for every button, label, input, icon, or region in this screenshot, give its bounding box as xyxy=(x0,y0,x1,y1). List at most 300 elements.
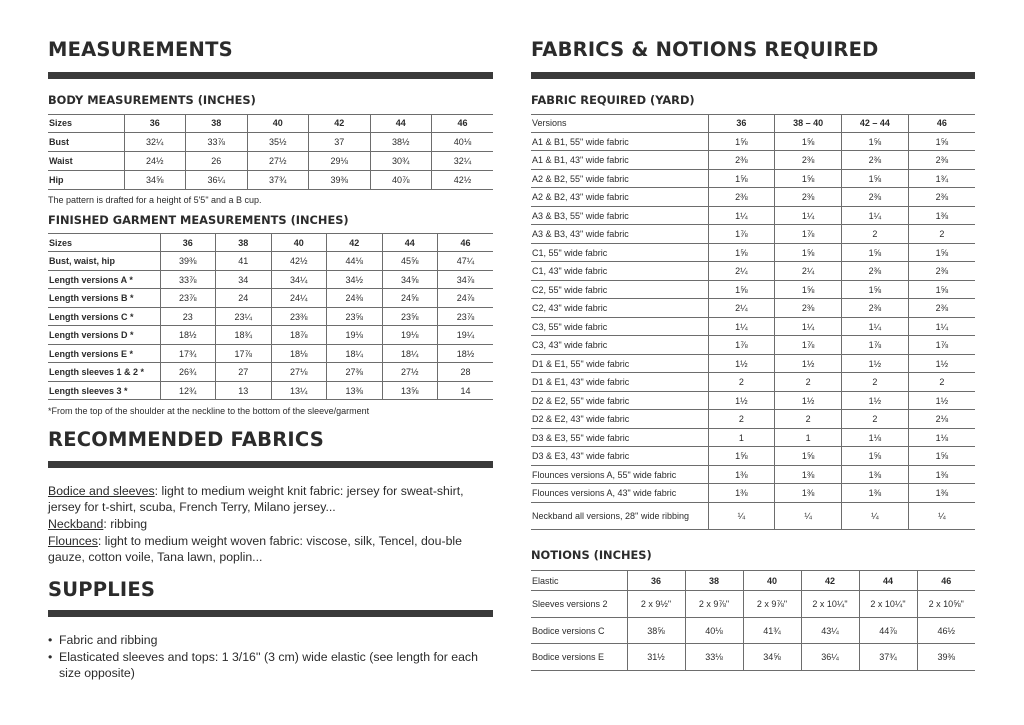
table-cell: ¼ xyxy=(775,502,842,529)
table-cell: 1⅜ xyxy=(842,484,909,503)
recommended-fabrics-text xyxy=(48,483,493,566)
right-column xyxy=(531,40,975,671)
table-cell: 1⅝ xyxy=(908,132,975,151)
table-header-row xyxy=(48,114,493,132)
table-cell: 23¼ xyxy=(216,307,272,326)
table-cell: 18¼ xyxy=(382,344,438,363)
size-header: 46 xyxy=(432,114,494,132)
table-row xyxy=(48,326,493,345)
table-cell: ¼ xyxy=(908,502,975,529)
row-label: Bodice versions C xyxy=(531,617,627,644)
row-label: Hip xyxy=(48,170,124,189)
table-cell: 2⅜ xyxy=(842,299,909,318)
table-cell: 1½ xyxy=(775,391,842,410)
table-cell: 43¼ xyxy=(801,617,859,644)
table-cell: 2 xyxy=(842,410,909,429)
notions-table xyxy=(531,570,975,671)
table-cell: 1⅝ xyxy=(775,447,842,466)
table-cell: 38½ xyxy=(370,132,432,151)
recommended-fabric-label: Flounces xyxy=(48,533,98,548)
row-label: Bust xyxy=(48,132,124,151)
table-row xyxy=(531,465,975,484)
notions-subtitle: NOTIONS (INCHES) xyxy=(531,547,652,562)
table-cell: 14 xyxy=(438,381,494,400)
table-row xyxy=(531,188,975,207)
finished-measurements-subtitle: FINISHED GARMENT MEASUREMENTS (INCHES) xyxy=(48,212,349,227)
table-header-row xyxy=(531,571,975,591)
table-row xyxy=(48,363,493,382)
table-cell: 18⅞ xyxy=(271,326,327,345)
table-row xyxy=(531,299,975,318)
table-cell: 1 xyxy=(775,428,842,447)
table-cell: 18¾ xyxy=(216,326,272,345)
table-cell: 27⅜ xyxy=(327,363,383,382)
table-row xyxy=(531,225,975,244)
table-cell: 37¾ xyxy=(247,170,309,189)
row-label: D2 & E2, 55" wide fabric xyxy=(531,391,708,410)
row-label: C2, 55" wide fabric xyxy=(531,280,708,299)
table-cell: 2 x 10¼" xyxy=(801,591,859,618)
size-header: 44 xyxy=(370,114,432,132)
row-label: Flounces versions A, 43" wide fabric xyxy=(531,484,708,503)
supply-item: • Elasticated sleeves and tops: 1 3/16'' (3 cm) wide elastic (see length for each size opposite) xyxy=(48,649,493,682)
table-cell: 34 xyxy=(216,270,272,289)
recommended-fabrics-title: RECOMMENDED FABRICS xyxy=(48,428,324,452)
row-label: Length versions E * xyxy=(48,344,160,363)
row-label: D1 & E1, 55" wide fabric xyxy=(531,354,708,373)
row-label: C3, 55" wide fabric xyxy=(531,317,708,336)
table-header-label: Sizes xyxy=(48,234,160,252)
row-label: Length versions C * xyxy=(48,307,160,326)
table-cell: 40⅛ xyxy=(432,132,494,151)
row-label: A2 & B2, 43" wide fabric xyxy=(531,188,708,207)
table-cell: 18½ xyxy=(160,326,216,345)
table-row xyxy=(531,410,975,429)
row-label: A1 & B1, 43" wide fabric xyxy=(531,151,708,170)
fabric-required-subtitle: FABRIC REQUIRED (YARD) xyxy=(531,92,695,107)
table-cell: 2⅜ xyxy=(708,188,775,207)
table-cell: 1⅜ xyxy=(908,484,975,503)
row-label: D1 & E1, 43" wide fabric xyxy=(531,373,708,392)
table-cell: 2⅜ xyxy=(775,188,842,207)
size-header: 44 xyxy=(382,234,438,252)
table-row xyxy=(531,391,975,410)
row-label: D3 & E3, 43" wide fabric xyxy=(531,447,708,466)
row-label: Length sleeves 3 * xyxy=(48,381,160,400)
table-cell: 2⅜ xyxy=(842,262,909,281)
table-cell: 1½ xyxy=(842,391,909,410)
section-rule xyxy=(48,72,493,79)
table-cell: 23⅝ xyxy=(382,307,438,326)
size-header: 38 xyxy=(685,571,743,591)
table-cell: 1⅝ xyxy=(775,280,842,299)
table-cell: 2 xyxy=(775,410,842,429)
table-cell: 13 xyxy=(216,381,272,400)
table-cell: 40⅛ xyxy=(685,617,743,644)
table-cell: 2 xyxy=(708,410,775,429)
table-row xyxy=(531,336,975,355)
table-cell: 1¼ xyxy=(842,206,909,225)
table-cell: 2⅜ xyxy=(842,188,909,207)
size-header: 42 xyxy=(801,571,859,591)
table-cell: 1½ xyxy=(708,391,775,410)
table-cell: 33⅛ xyxy=(685,644,743,671)
size-header: 40 xyxy=(743,571,801,591)
table-header-row xyxy=(48,234,493,252)
supply-item: • Fabric and ribbing xyxy=(48,632,493,649)
notions-rows xyxy=(531,571,975,671)
table-cell: 1⅝ xyxy=(708,132,775,151)
table-cell: 1½ xyxy=(708,354,775,373)
table-cell: 1½ xyxy=(908,354,975,373)
table-row xyxy=(531,262,975,281)
table-cell: 1⅛ xyxy=(908,428,975,447)
table-row xyxy=(48,307,493,326)
table-cell: 30¾ xyxy=(370,151,432,170)
table-cell: 2 x 9⅞" xyxy=(743,591,801,618)
table-cell: 1¼ xyxy=(775,206,842,225)
table-cell: 37 xyxy=(309,132,371,151)
table-cell: 12¾ xyxy=(160,381,216,400)
table-cell: 1⅜ xyxy=(775,465,842,484)
table-cell: 2⅜ xyxy=(908,262,975,281)
table-cell: 34½ xyxy=(327,270,383,289)
table-row xyxy=(531,591,975,618)
body-measurements-note: The pattern is drafted for a height of 5'5" and a B cup. xyxy=(48,194,262,205)
table-cell: 1⅛ xyxy=(842,428,909,447)
table-cell: 44⅛ xyxy=(327,252,383,271)
table-cell: 39⅜ xyxy=(917,644,975,671)
table-row xyxy=(531,169,975,188)
table-cell: 1⅝ xyxy=(708,447,775,466)
left-column xyxy=(48,40,493,682)
table-cell: 1⅞ xyxy=(708,336,775,355)
recommended-fabric-description: : light to medium weight knit fabric: jersey for sweat-shirt, jersey for t-shirt, scuba, French Terry, Milano jersey... xyxy=(48,483,464,515)
table-row xyxy=(531,243,975,262)
row-label: A3 & B3, 43" wide fabric xyxy=(531,225,708,244)
table-cell: 27⅛ xyxy=(271,363,327,382)
row-label: A3 & B3, 55" wide fabric xyxy=(531,206,708,225)
table-cell: 1⅜ xyxy=(842,465,909,484)
table-cell: 1⅝ xyxy=(908,243,975,262)
size-header: 44 xyxy=(859,571,917,591)
recommended-fabric-description: : light to medium weight woven fabric: viscose, silk, Tencel, dou-ble gauze, cotton voile, Tana lawn, poplin... xyxy=(48,533,462,565)
row-label: A1 & B1, 55" wide fabric xyxy=(531,132,708,151)
table-cell: 39⅜ xyxy=(160,252,216,271)
table-cell: 2⅜ xyxy=(708,151,775,170)
table-cell: 26 xyxy=(186,151,248,170)
table-cell: 1¼ xyxy=(775,317,842,336)
table-row xyxy=(48,151,493,170)
row-label: C2, 43" wide fabric xyxy=(531,299,708,318)
table-cell: 36¼ xyxy=(186,170,248,189)
supplies-list xyxy=(48,632,493,682)
table-cell: 2⅜ xyxy=(908,151,975,170)
recommended-fabric-description: : ribbing xyxy=(103,517,148,531)
size-header: 36 xyxy=(160,234,216,252)
table-cell: 47¼ xyxy=(438,252,494,271)
table-cell: 1⅜ xyxy=(908,206,975,225)
table-cell: 1⅝ xyxy=(708,280,775,299)
table-cell: 1⅜ xyxy=(708,465,775,484)
row-label: Neckband all versions, 28'' wide ribbing xyxy=(531,502,708,529)
size-header: 46 xyxy=(917,571,975,591)
table-cell: 32¼ xyxy=(432,151,494,170)
table-cell: 29⅛ xyxy=(309,151,371,170)
table-cell: 35½ xyxy=(247,132,309,151)
table-cell: 1⅝ xyxy=(908,280,975,299)
row-label: C1, 55" wide fabric xyxy=(531,243,708,262)
size-header: 42 – 44 xyxy=(842,114,909,132)
table-cell: 40⅞ xyxy=(370,170,432,189)
row-label: Bust, waist, hip xyxy=(48,252,160,271)
table-cell: 2 x 9½" xyxy=(627,591,685,618)
table-cell: 1⅜ xyxy=(908,465,975,484)
table-cell: 2 x 10¼" xyxy=(859,591,917,618)
table-row xyxy=(531,502,975,529)
table-row xyxy=(531,447,975,466)
table-cell: 23⅜ xyxy=(271,307,327,326)
table-cell: 13⅜ xyxy=(327,381,383,400)
table-row xyxy=(48,252,493,271)
size-header: 36 xyxy=(627,571,685,591)
table-cell: 27 xyxy=(216,363,272,382)
table-cell: 1¾ xyxy=(908,169,975,188)
body-measurements-subtitle: BODY MEASUREMENTS (INCHES) xyxy=(48,92,256,107)
table-cell: 33⅞ xyxy=(186,132,248,151)
table-cell: 42½ xyxy=(271,252,327,271)
table-cell: 1¼ xyxy=(842,317,909,336)
finished-measurements-note: *From the top of the shoulder at the neckline to the bottom of the sleeve/garment xyxy=(48,406,370,417)
table-cell: 19⅛ xyxy=(382,326,438,345)
table-cell: 1⅝ xyxy=(775,169,842,188)
table-cell: 1⅞ xyxy=(708,225,775,244)
size-header: 36 xyxy=(708,114,775,132)
recommended-fabric-label: Bodice and sleeves xyxy=(48,483,155,498)
row-label: Length versions A * xyxy=(48,270,160,289)
table-row xyxy=(531,206,975,225)
table-cell: 1⅝ xyxy=(842,243,909,262)
table-row xyxy=(531,280,975,299)
fabric-required-rows xyxy=(531,114,975,529)
table-row xyxy=(48,381,493,400)
table-cell: 46½ xyxy=(917,617,975,644)
table-cell: 1 xyxy=(708,428,775,447)
table-header-row xyxy=(531,114,975,132)
table-cell: 42½ xyxy=(432,170,494,189)
table-cell: 1¼ xyxy=(708,206,775,225)
table-cell: 1⅜ xyxy=(708,484,775,503)
body-measurements-rows xyxy=(48,114,493,189)
table-cell: 1¼ xyxy=(908,317,975,336)
table-cell: 2 x 9⅞" xyxy=(685,591,743,618)
table-cell: 23 xyxy=(160,307,216,326)
table-cell: 13⅝ xyxy=(382,381,438,400)
table-header-label: Versions xyxy=(531,114,708,132)
row-label: Bodice versions E xyxy=(531,644,627,671)
size-header: 38 – 40 xyxy=(775,114,842,132)
table-row xyxy=(531,617,975,644)
table-cell: 24¼ xyxy=(271,289,327,308)
table-cell: 1⅞ xyxy=(908,336,975,355)
supplies-title: SUPPLIES xyxy=(48,577,156,601)
row-label: Flounces versions A, 55" wide fabric xyxy=(531,465,708,484)
table-cell: 1¼ xyxy=(708,317,775,336)
table-cell: 26¾ xyxy=(160,363,216,382)
table-row xyxy=(531,428,975,447)
table-cell: 17¾ xyxy=(160,344,216,363)
table-cell: 1⅝ xyxy=(842,169,909,188)
table-row xyxy=(531,354,975,373)
table-cell: 1⅝ xyxy=(708,243,775,262)
row-label: D2 & E2, 43" wide fabric xyxy=(531,410,708,429)
table-cell: 24⅜ xyxy=(327,289,383,308)
table-cell: 2¼ xyxy=(775,262,842,281)
table-cell: 1⅝ xyxy=(775,243,842,262)
table-cell: 1⅝ xyxy=(908,447,975,466)
size-header: 42 xyxy=(309,114,371,132)
size-header: 36 xyxy=(124,114,186,132)
table-cell: 44⅞ xyxy=(859,617,917,644)
size-header: 40 xyxy=(247,114,309,132)
table-row xyxy=(48,132,493,151)
table-cell: 34⅝ xyxy=(382,270,438,289)
row-label: Sleeves versions 2 xyxy=(531,591,627,618)
table-cell: 2⅜ xyxy=(775,151,842,170)
row-label: D3 & E3, 55" wide fabric xyxy=(531,428,708,447)
table-cell: 2¼ xyxy=(708,262,775,281)
table-cell: 45⅝ xyxy=(382,252,438,271)
row-label: Length sleeves 1 & 2 * xyxy=(48,363,160,382)
table-cell: 31½ xyxy=(627,644,685,671)
table-cell: 37¾ xyxy=(859,644,917,671)
table-cell: 17⅞ xyxy=(216,344,272,363)
table-row xyxy=(48,344,493,363)
table-cell: 13¼ xyxy=(271,381,327,400)
table-cell: 34⅝ xyxy=(124,170,186,189)
table-cell: ¼ xyxy=(842,502,909,529)
table-cell: 23⅞ xyxy=(160,289,216,308)
row-label: A2 & B2, 55" wide fabric xyxy=(531,169,708,188)
table-cell: 2⅜ xyxy=(842,151,909,170)
table-cell: 1⅝ xyxy=(842,132,909,151)
table-cell: 2⅜ xyxy=(775,299,842,318)
table-cell: 24½ xyxy=(124,151,186,170)
table-row xyxy=(531,317,975,336)
table-cell: 27½ xyxy=(247,151,309,170)
table-row xyxy=(531,484,975,503)
table-row xyxy=(48,270,493,289)
table-cell: 2 x 10⅝" xyxy=(917,591,975,618)
table-cell: 34¼ xyxy=(271,270,327,289)
table-cell: 1½ xyxy=(775,354,842,373)
table-cell: 41 xyxy=(216,252,272,271)
table-cell: 34⅝ xyxy=(743,644,801,671)
recommended-fabric-item xyxy=(48,516,493,533)
recommended-fabric-item xyxy=(48,533,493,566)
table-cell: 2⅛ xyxy=(908,410,975,429)
table-cell: 1⅝ xyxy=(708,169,775,188)
table-cell: 2 xyxy=(842,225,909,244)
size-header: 38 xyxy=(186,114,248,132)
table-cell: 34⅞ xyxy=(438,270,494,289)
row-label: Waist xyxy=(48,151,124,170)
table-cell: 33⅞ xyxy=(160,270,216,289)
section-rule xyxy=(48,610,493,617)
finished-measurements-table xyxy=(48,233,493,400)
table-row xyxy=(531,132,975,151)
table-cell: 24⅝ xyxy=(382,289,438,308)
table-cell: 39⅜ xyxy=(309,170,371,189)
table-cell: 2⅜ xyxy=(908,188,975,207)
table-cell: 1⅝ xyxy=(842,447,909,466)
table-cell: 1⅞ xyxy=(775,336,842,355)
table-row xyxy=(48,289,493,308)
body-measurements-table xyxy=(48,114,493,190)
size-header: 46 xyxy=(908,114,975,132)
section-rule xyxy=(531,72,975,79)
table-cell: 2 xyxy=(775,373,842,392)
table-cell: 32¼ xyxy=(124,132,186,151)
table-cell: 1⅝ xyxy=(775,132,842,151)
table-cell: 23⅝ xyxy=(327,307,383,326)
table-cell: 19⅛ xyxy=(327,326,383,345)
table-cell: 27½ xyxy=(382,363,438,382)
size-header: 42 xyxy=(327,234,383,252)
table-row xyxy=(48,170,493,189)
size-header: 38 xyxy=(216,234,272,252)
table-header-label: Sizes xyxy=(48,114,124,132)
finished-measurements-rows xyxy=(48,234,493,400)
table-cell: 23⅞ xyxy=(438,307,494,326)
fabric-required-table xyxy=(531,114,975,530)
table-cell: 1½ xyxy=(842,354,909,373)
recommended-fabric-item xyxy=(48,483,493,516)
table-cell: 19¼ xyxy=(438,326,494,345)
table-cell: 1⅞ xyxy=(842,336,909,355)
row-label: C1, 43" wide fabric xyxy=(531,262,708,281)
table-cell: 2¼ xyxy=(708,299,775,318)
row-label: Length versions D * xyxy=(48,326,160,345)
table-cell: 41¾ xyxy=(743,617,801,644)
table-cell: 2 xyxy=(708,373,775,392)
table-row xyxy=(531,644,975,671)
table-row xyxy=(531,373,975,392)
table-header-label: Elastic xyxy=(531,571,627,591)
size-header: 40 xyxy=(271,234,327,252)
row-label: C3, 43" wide fabric xyxy=(531,336,708,355)
table-cell: 2 xyxy=(908,373,975,392)
table-cell: 1½ xyxy=(908,391,975,410)
table-cell: 2 xyxy=(842,373,909,392)
size-header: 46 xyxy=(438,234,494,252)
table-cell: 18½ xyxy=(438,344,494,363)
table-cell: 24 xyxy=(216,289,272,308)
table-cell: 1⅞ xyxy=(775,225,842,244)
table-cell: 1⅜ xyxy=(775,484,842,503)
table-cell: 1⅝ xyxy=(842,280,909,299)
table-cell: 2 xyxy=(908,225,975,244)
table-cell: ¼ xyxy=(708,502,775,529)
section-rule xyxy=(48,461,493,468)
table-cell: 36¼ xyxy=(801,644,859,671)
table-cell: 18¼ xyxy=(327,344,383,363)
table-cell: 2⅜ xyxy=(908,299,975,318)
recommended-fabric-label: Neckband xyxy=(48,517,104,531)
table-cell: 18⅛ xyxy=(271,344,327,363)
table-row xyxy=(531,151,975,170)
measurements-title: MEASUREMENTS xyxy=(48,38,233,61)
